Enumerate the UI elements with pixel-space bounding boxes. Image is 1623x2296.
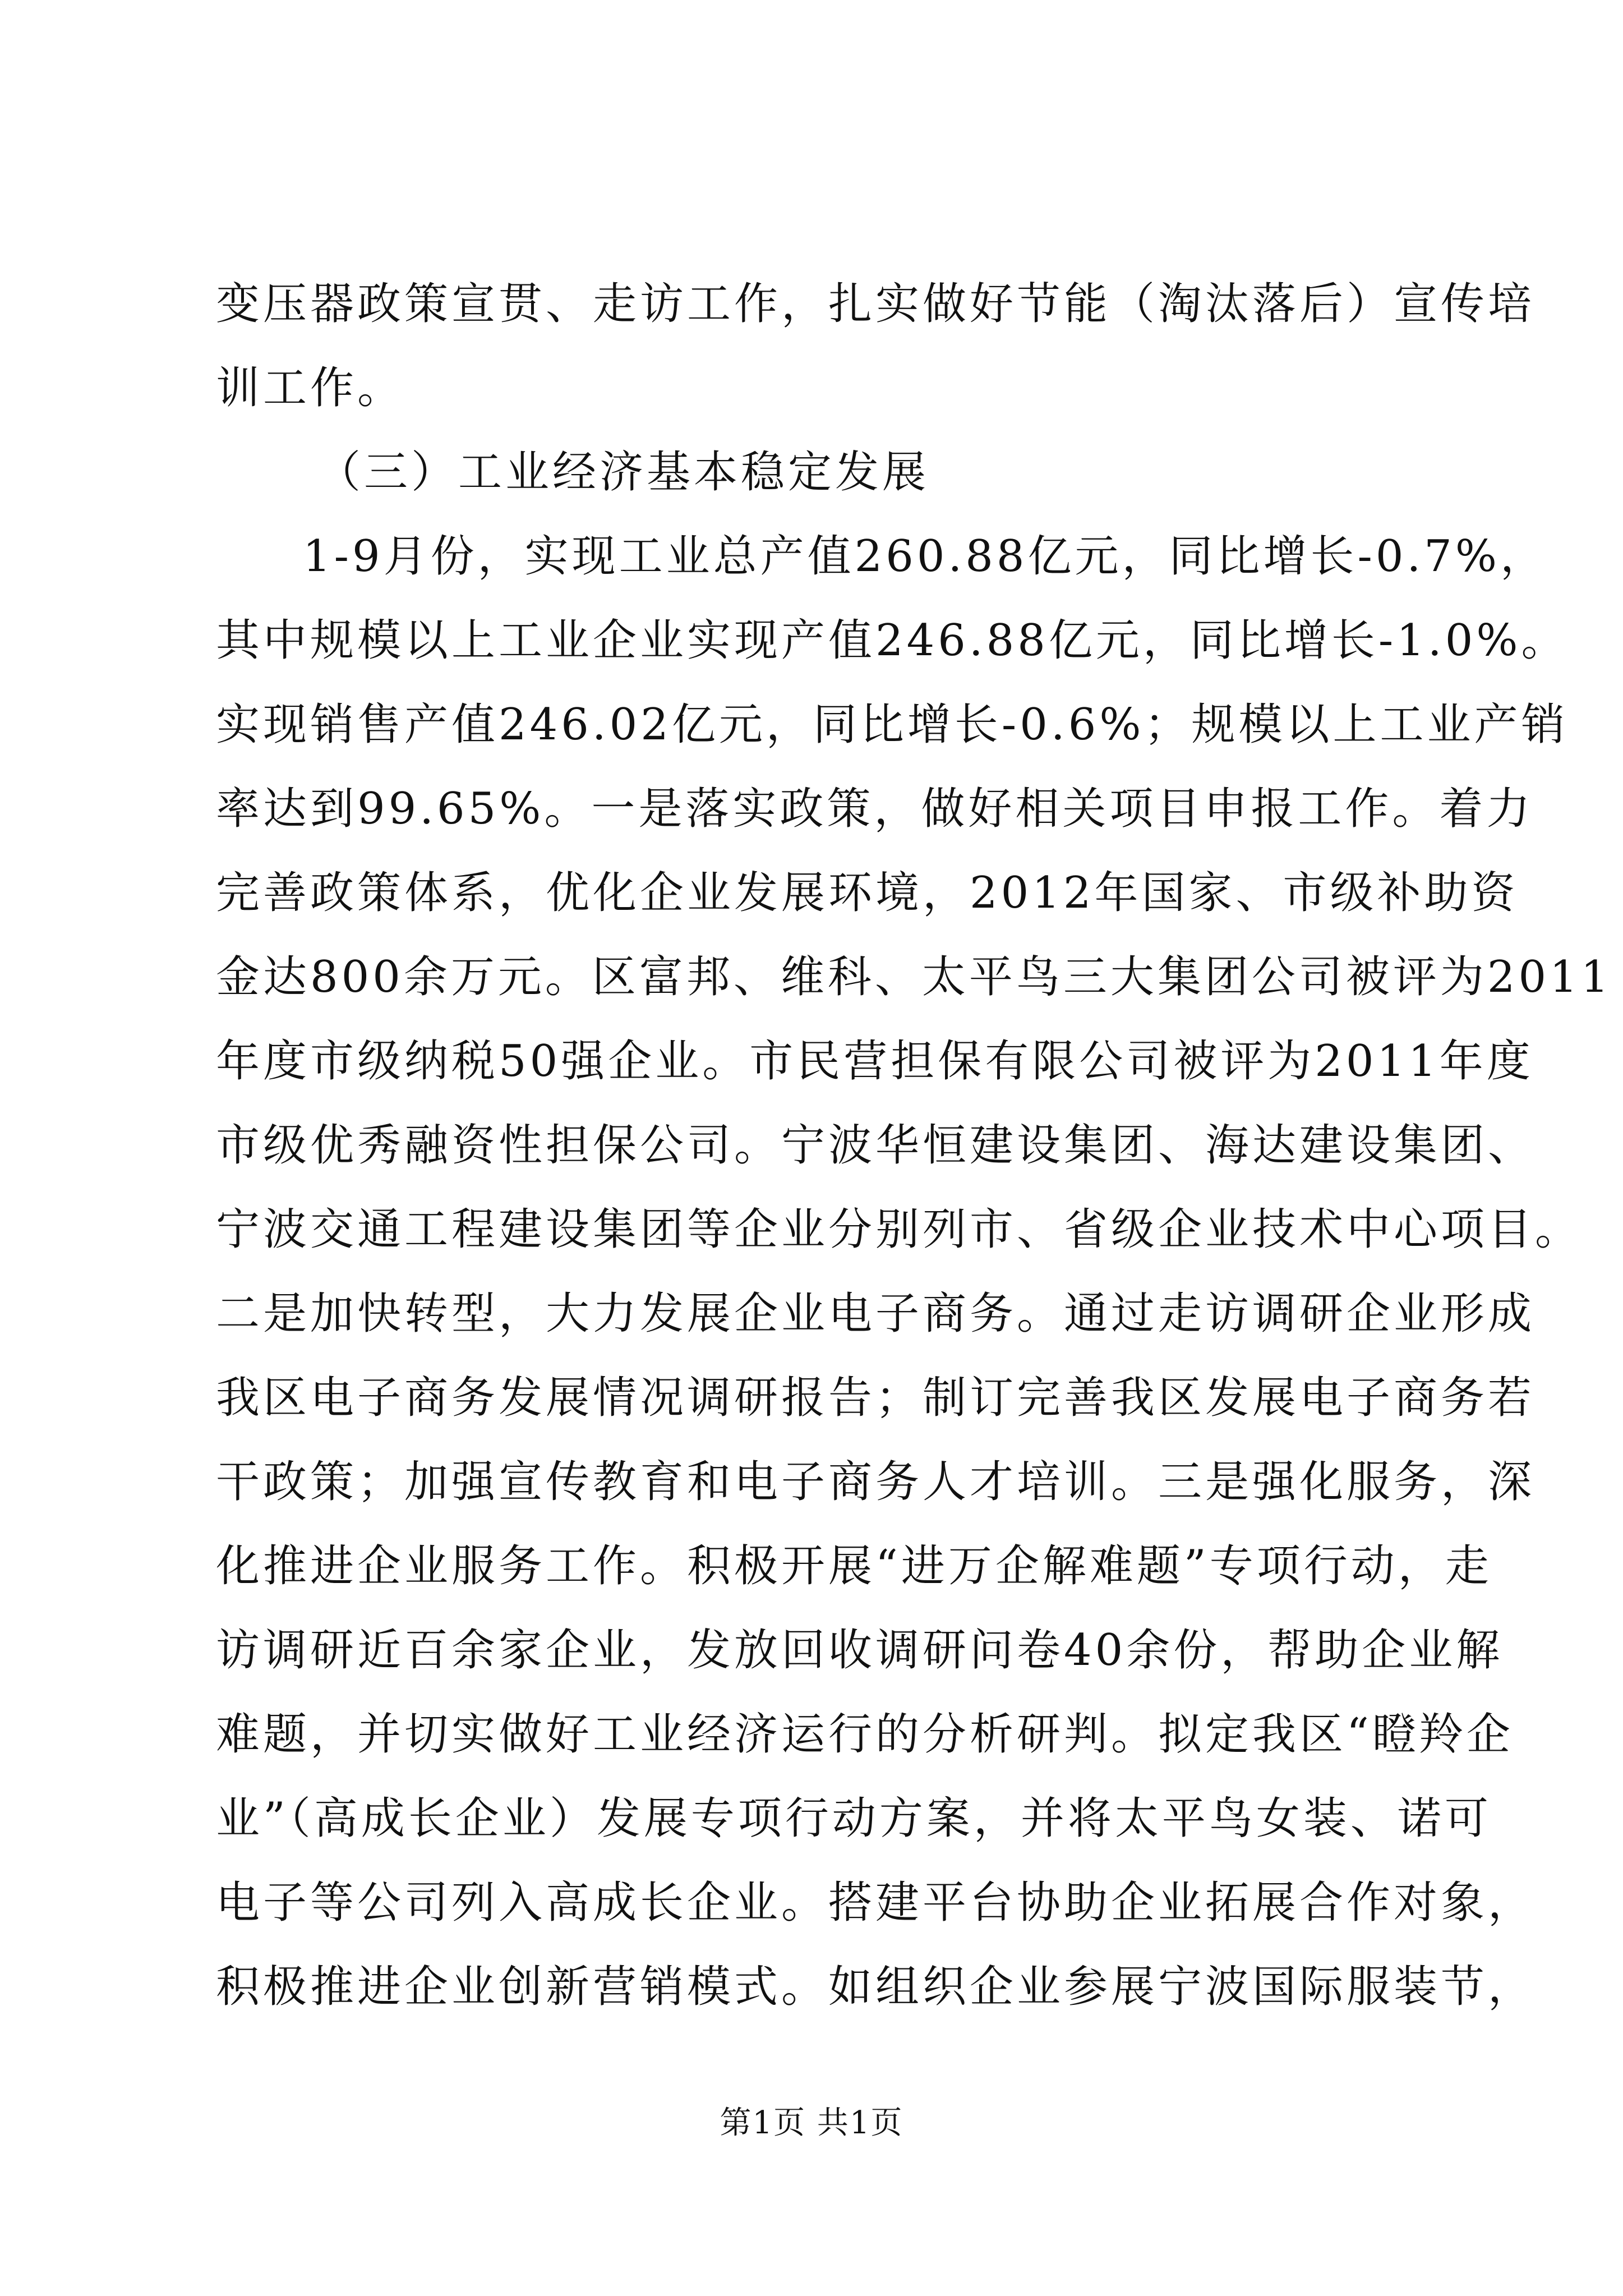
body-line: 年度市级纳税50强企业。市民营担保有限公司被评为2011年度 <box>216 1036 1534 1087</box>
body-line: 实现销售产值246.02亿元，同比增长-0.6%；规模以上工业产销 <box>216 700 1569 750</box>
body-line: 训工作。 <box>216 363 405 413</box>
document-body <box>216 262 1612 2029</box>
body-line: 二是加快转型，大力发展企业电子商务。通过走访调研企业形成 <box>216 1289 1536 1339</box>
body-line: 业”（高成长企业）发展专项行动方案，并将太平鸟女装、诺可 <box>216 1793 1492 1844</box>
body-line: 化推进企业服务工作。积极开展“进万企解难题”专项行动，走 <box>216 1541 1492 1591</box>
body-line: 宁波交通工程建设集团等企业分别列市、省级企业技术中心项目。 <box>216 1204 1583 1255</box>
body-line: 完善政策体系，优化企业发展环境，2012年国家、市级补助资 <box>216 868 1519 918</box>
body-line: 访调研近百余家企业，发放回收调研问卷40余份，帮助企业解 <box>216 1625 1504 1676</box>
body-line: 市级优秀融资性担保公司。宁波华恒建设集团、海达建设集团、 <box>216 1120 1536 1171</box>
body-line: 率达到99.65%。一是落实政策，做好相关项目申报工作。着力 <box>216 784 1534 834</box>
section-heading: （三）工业经济基本稳定发展 <box>317 447 930 498</box>
body-line: 积极推进企业创新营销模式。如组织企业参展宁波国际服装节， <box>216 1962 1536 2012</box>
body-line: 变压器政策宣贯、走访工作，扎实做好节能（淘汰落后）宣传培 <box>216 279 1536 329</box>
page-number-footer: 第1页 共1页 <box>720 2105 903 2141</box>
body-line: 干政策；加强宣传教育和电子商务人才培训。三是强化服务，深 <box>216 1457 1536 1507</box>
body-line: 1-9月份，实现工业总产值260.88亿元，同比增长-0.7%， <box>303 531 1548 582</box>
body-line: 其中规模以上工业企业实现产值246.88亿元，同比增长-1.0%。 <box>216 615 1569 666</box>
body-line: 电子等公司列入高成长企业。搭建平台协助企业拓展合作对象， <box>216 1878 1536 1928</box>
body-line: 难题，并切实做好工业经济运行的分析研判。拟定我区“瞪羚企 <box>216 1709 1514 1760</box>
body-line: 我区电子商务发展情况调研报告；制订完善我区发展电子商务若 <box>216 1373 1536 1423</box>
body-line: 金达800余万元。区富邦、维科、太平鸟三大集团公司被评为2011 <box>216 952 1612 1002</box>
